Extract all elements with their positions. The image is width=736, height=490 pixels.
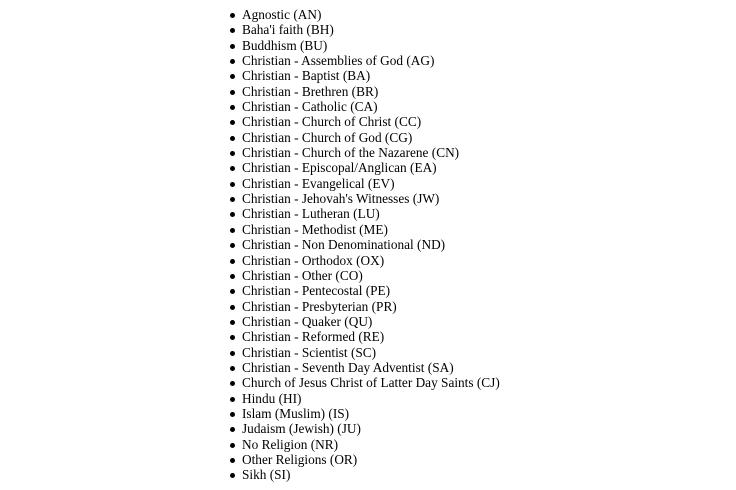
list-item bbox=[226, 114, 500, 129]
list-item-label: Christian - Scientist (SC) bbox=[242, 344, 377, 360]
list-item-label: Islam (Muslim) (IS) bbox=[242, 405, 350, 421]
list-item bbox=[226, 314, 500, 329]
list-item-label: Christian - Catholic (CA) bbox=[242, 99, 378, 115]
list-item bbox=[226, 22, 500, 37]
list-item bbox=[226, 130, 500, 145]
list-item bbox=[226, 53, 500, 68]
list-item-label: Christian - Methodist (ME) bbox=[242, 221, 388, 237]
list-item-label: Buddhism (BU) bbox=[242, 37, 328, 53]
bullet-icon bbox=[230, 197, 235, 202]
list-item bbox=[226, 38, 500, 53]
bullet-icon bbox=[230, 366, 235, 371]
list-item bbox=[226, 7, 500, 22]
bullet-icon bbox=[230, 105, 235, 110]
list-item-label: Christian - Jehovah's Witnesses (JW) bbox=[242, 191, 440, 207]
list-item-label: Christian - Lutheran (LU) bbox=[242, 206, 380, 222]
list-item bbox=[226, 329, 500, 344]
list-item bbox=[226, 253, 500, 268]
list-item bbox=[226, 237, 500, 252]
list-item bbox=[226, 145, 500, 160]
list-item bbox=[226, 360, 500, 375]
list-item-label: Christian - Quaker (QU) bbox=[242, 313, 373, 329]
bullet-icon bbox=[230, 228, 235, 233]
list-item bbox=[226, 268, 500, 283]
list-item-label: Church of Jesus Christ of Latter Day Saints (CJ) bbox=[242, 375, 500, 391]
list-item bbox=[226, 391, 500, 406]
list-item bbox=[226, 467, 500, 482]
list-item bbox=[226, 222, 500, 237]
list-item-label: Other Religions (OR) bbox=[242, 451, 358, 467]
list-item-label: Christian - Episcopal/Anglican (EA) bbox=[242, 160, 437, 176]
list-item bbox=[226, 406, 500, 421]
list-item-label: Christian - Reformed (RE) bbox=[242, 329, 385, 345]
list-item bbox=[226, 99, 500, 114]
list-item-label: Christian - Church of Christ (CC) bbox=[242, 114, 422, 130]
list-item-label: Christian - Baptist (BA) bbox=[242, 68, 371, 84]
bullet-icon bbox=[230, 397, 235, 402]
list-item bbox=[226, 191, 500, 206]
bullet-icon bbox=[230, 427, 235, 432]
bullet-icon bbox=[230, 166, 235, 171]
list-item-label: Judaism (Jewish) (JU) bbox=[242, 421, 361, 437]
list-item bbox=[226, 206, 500, 221]
bullet-icon bbox=[230, 351, 235, 356]
religion-list bbox=[226, 7, 500, 483]
list-item bbox=[226, 68, 500, 83]
list-item-label: Christian - Church of God (CG) bbox=[242, 129, 413, 145]
list-item-label: Christian - Pentecostal (PE) bbox=[242, 283, 391, 299]
bullet-icon bbox=[230, 473, 235, 478]
bullet-icon bbox=[230, 381, 235, 386]
list-item-label: Christian - Orthodox (OX) bbox=[242, 252, 385, 268]
bullet-icon bbox=[230, 13, 235, 18]
bullet-icon bbox=[230, 74, 235, 79]
list-item bbox=[226, 299, 500, 314]
list-item-label: Christian - Church of the Nazarene (CN) bbox=[242, 145, 460, 161]
list-item bbox=[226, 283, 500, 298]
bullet-icon bbox=[230, 443, 235, 448]
list-item-label: Christian - Presbyterian (PR) bbox=[242, 298, 397, 314]
list-item bbox=[226, 452, 500, 467]
list-item bbox=[226, 437, 500, 452]
list-item-label: Christian - Non Denominational (ND) bbox=[242, 237, 446, 253]
list-item-label: Christian - Other (CO) bbox=[242, 267, 363, 283]
list-item bbox=[226, 176, 500, 191]
list-item-label: Agnostic (AN) bbox=[242, 7, 322, 22]
bullet-icon bbox=[230, 212, 235, 217]
bullet-icon bbox=[230, 182, 235, 187]
list-item bbox=[226, 375, 500, 390]
bullet-icon bbox=[230, 136, 235, 141]
bullet-icon bbox=[230, 458, 235, 463]
list-item bbox=[226, 160, 500, 175]
bullet-icon bbox=[230, 28, 235, 33]
list-item-label: Christian - Seventh Day Adventist (SA) bbox=[242, 359, 454, 375]
list-item-label: Hindu (HI) bbox=[242, 390, 302, 406]
bullet-icon bbox=[230, 259, 235, 264]
bullet-icon bbox=[230, 120, 235, 125]
bullet-icon bbox=[230, 289, 235, 294]
bullet-icon bbox=[230, 243, 235, 248]
list-item-label: No Religion (NR) bbox=[242, 436, 339, 452]
list-item-label: Sikh (SI) bbox=[242, 467, 291, 483]
list-item-label: Christian - Assemblies of God (AG) bbox=[242, 53, 435, 69]
list-item-label: Christian - Evangelical (EV) bbox=[242, 175, 395, 191]
bullet-icon bbox=[230, 320, 235, 325]
bullet-icon bbox=[230, 305, 235, 310]
bullet-icon bbox=[230, 90, 235, 95]
bullet-icon bbox=[230, 151, 235, 156]
list-item-label: Christian - Brethren (BR) bbox=[242, 83, 379, 99]
list-item bbox=[226, 421, 500, 436]
bullet-icon bbox=[230, 412, 235, 417]
bullet-icon bbox=[230, 44, 235, 49]
list-item bbox=[226, 345, 500, 360]
bullet-icon bbox=[230, 59, 235, 64]
list-item-label: Baha'i faith (BH) bbox=[242, 22, 334, 38]
bullet-icon bbox=[230, 335, 235, 340]
list-item bbox=[226, 84, 500, 99]
bullet-icon bbox=[230, 274, 235, 279]
